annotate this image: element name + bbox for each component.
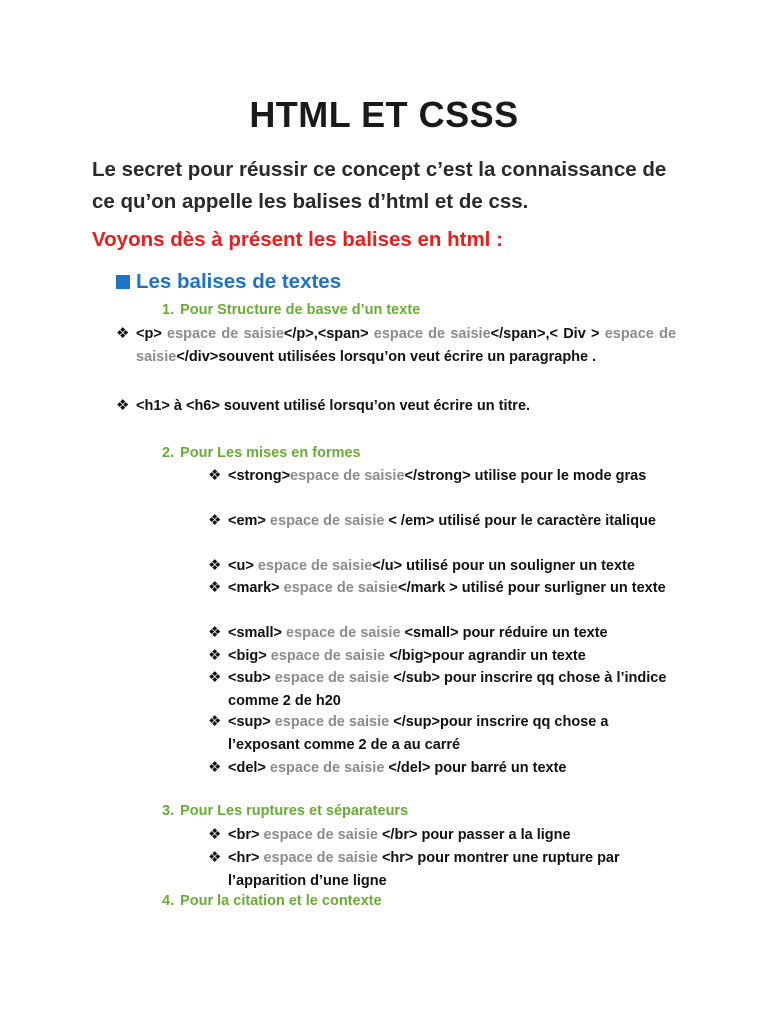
intro-paragraph: Le secret pour réussir ce concept c’est la connaissance de ce qu’on appelle les balises d’html et de css.: [92, 158, 667, 213]
diamond-bullet-icon: ❖: [208, 624, 222, 641]
list-item-text: <strong>espace de saisie</strong> utilise pour le mode gras: [228, 468, 647, 484]
list-item-text: <sup> espace de saisie </sup>pour inscrire qq chose a l’exposant comme 2 de a au carré: [228, 714, 609, 753]
diamond-bullet-icon: ❖: [208, 849, 222, 866]
list-item-text: <small> espace de saisie <small> pour réduire un texte: [228, 625, 608, 641]
number-label: 3.: [162, 803, 175, 819]
diamond-bullet-icon: ❖: [208, 579, 222, 596]
page-title: HTML ET CSSS: [249, 94, 519, 135]
list-item: [208, 824, 688, 847]
list-item-text: <p> espace de saisie</p>,<span> espace de saisie</span>,< Div > espace de saisie</div>souvent utilisées lorsqu’on veut écrire un paragraphe .: [136, 326, 677, 365]
diamond-bullet-icon: ❖: [208, 557, 222, 574]
diamond-bullet-icon: ❖: [116, 397, 130, 414]
list-item: [208, 622, 688, 645]
list-item: [208, 510, 678, 533]
list-item-text: <u> espace de saisie</u> utilisé pour un souligner un texte: [228, 558, 635, 574]
diamond-bullet-icon: ❖: [116, 325, 130, 342]
section-heading-text: Les balises de textes: [136, 270, 342, 293]
list-item: [208, 711, 678, 756]
list-item: [208, 577, 678, 600]
list-item: [208, 667, 678, 712]
list-item-text: <em> espace de saisie < /em> utilisé pour le caractère italique: [228, 513, 656, 529]
diamond-bullet-icon: ❖: [208, 512, 222, 529]
number-label: 1.: [162, 302, 175, 318]
numbered-heading-text: Pour Structure de basve d’un texte: [180, 302, 421, 318]
list-item: [208, 465, 678, 488]
number-label: 2.: [162, 445, 175, 461]
list-item-text: <h1> à <h6> souvent utilisé lorsqu’on veut écrire un titre.: [136, 398, 531, 414]
list-item: [116, 395, 676, 418]
section-heading: [116, 270, 341, 294]
list-item-text: <del> espace de saisie </del> pour barré un texte: [228, 760, 567, 776]
list-item-text: <sub> espace de saisie </sub> pour inscrire qq chose à l’indice comme 2 de h20: [228, 670, 667, 709]
diamond-bullet-icon: ❖: [208, 826, 222, 843]
list-item-text: <mark> espace de saisie</mark > utilisé pour surligner un texte: [228, 580, 666, 596]
square-bullet-icon: [116, 275, 130, 289]
list-item-text: <br> espace de saisie </br> pour passer a la ligne: [228, 827, 571, 843]
diamond-bullet-icon: ❖: [208, 467, 222, 484]
numbered-heading-text: Pour Les ruptures et séparateurs: [180, 803, 409, 819]
list-item-text: <big> espace de saisie </big>pour agrandir un texte: [228, 648, 586, 664]
diamond-bullet-icon: ❖: [208, 669, 222, 686]
number-label: 4.: [162, 893, 175, 909]
numbered-heading-3: [162, 803, 408, 819]
list-item-text: <hr> espace de saisie <hr> pour montrer une rupture par l’apparition d’une ligne: [228, 850, 620, 889]
diamond-bullet-icon: ❖: [208, 713, 222, 730]
numbered-heading-4: [162, 893, 382, 909]
numbered-heading-2: [162, 445, 361, 461]
numbered-heading-text: Pour Les mises en formes: [180, 445, 361, 461]
list-item: [116, 323, 676, 368]
numbered-heading-1: [162, 302, 420, 318]
diamond-bullet-icon: ❖: [208, 647, 222, 664]
list-item: [208, 757, 688, 780]
diamond-bullet-icon: ❖: [208, 759, 222, 776]
list-item: [208, 847, 678, 892]
list-item: [208, 555, 688, 578]
numbered-heading-text: Pour la citation et le contexte: [180, 893, 382, 909]
red-subtitle: Voyons dès à présent les balises en html :: [92, 228, 503, 251]
list-item: [208, 645, 688, 668]
